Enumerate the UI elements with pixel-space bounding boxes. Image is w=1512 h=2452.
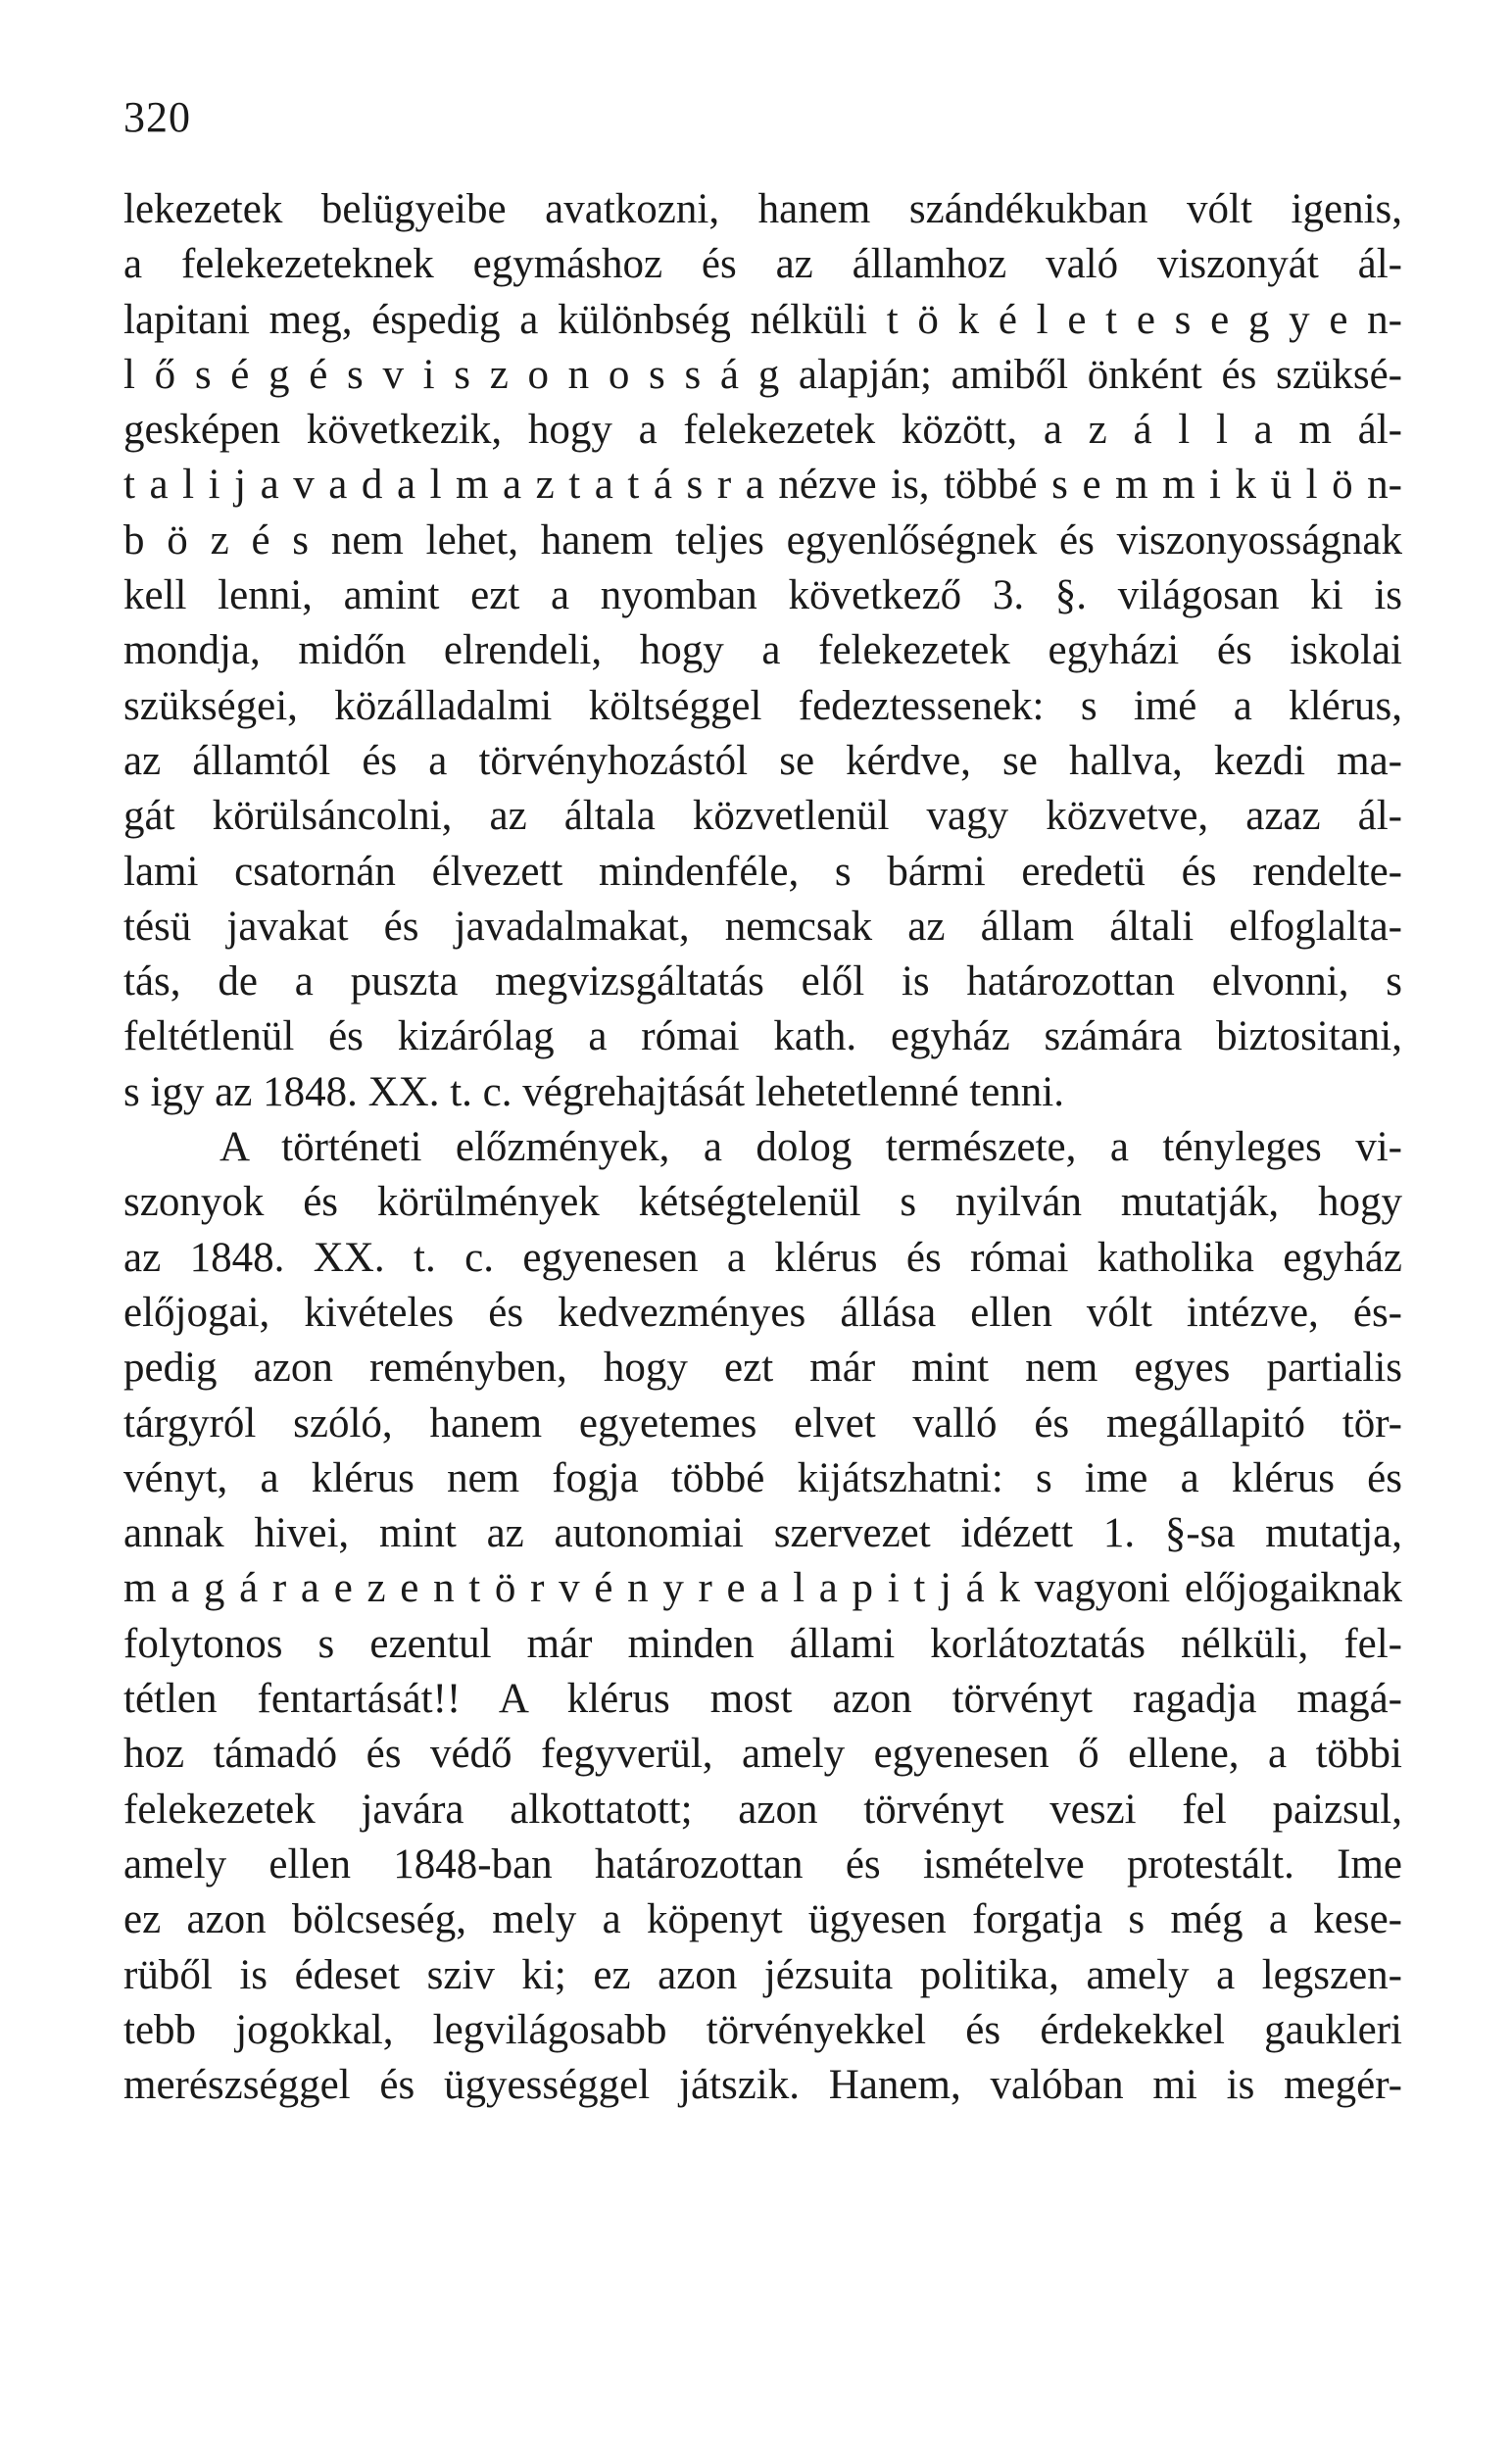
text-line: gesképen következik, hogy a felekezetek között, a z á l l a m ál- (123, 407, 1402, 454)
text-line: felekezetek javára alkottatott; azon törvényt veszi fel paizsul, (123, 1786, 1402, 1833)
text-line: tárgyról szóló, hanem egyetemes elvet valló és megállapitó tör- (123, 1399, 1402, 1447)
text-line: feltétlenül és kizárólag a római kath. egyház számára biztositani, (123, 1013, 1402, 1060)
text-line: t a l i j a v a d a l m a z t a t á s r a nézve is, többé s e m m i k ü l ö n- (123, 462, 1402, 509)
text-line: tétlen fentartását!! A klérus most azon törvényt ragadja magá- (123, 1676, 1402, 1723)
body-text (123, 182, 1402, 2113)
text-line: lapitani meg, éspedig a különbség nélküli t ö k é l e t e s e g y e n- (123, 296, 1402, 343)
text-line: hoz támadó és védő fegyverül, amely egyenesen ő ellene, a többi (123, 1731, 1402, 1778)
text-line: b ö z é s nem lehet, hanem teljes egyenlőségnek és viszonyosságnak (123, 516, 1402, 564)
text-line: szükségei, közálladalmi költséggel fedeztessenek: s imé a klérus, (123, 682, 1402, 729)
text-line: lami csatornán élvezett mindenféle, s bármi eredetü és rendelte- (123, 848, 1402, 895)
text-line: a felekezeteknek egymáshoz és az államhoz való viszonyát ál- (123, 241, 1402, 288)
paragraph-start-line: A történeti előzmények, a dolog természete, a tényleges vi- (219, 1124, 1402, 1171)
text-line: előjogai, kivételes és kedvezményes állása ellen vólt intézve, és- (123, 1289, 1402, 1336)
text-line: gát körülsáncolni, az általa közvetlenül vagy közvetve, azaz ál- (123, 793, 1402, 840)
text-line: m a g á r a e z e n t ö r v é n y r e a l a p i t j á k vagyoni előjogaiknak (123, 1565, 1402, 1612)
text-line: mondja, midőn elrendeli, hogy a felekezetek egyházi és iskolai (123, 627, 1402, 674)
text-line: tésü javakat és javadalmakat, nemcsak az állam általi elfoglalta- (123, 903, 1402, 950)
text-line: tebb jogokkal, legvilágosabb törvényekkel és érdekekkel gaukleri (123, 2006, 1402, 2053)
text-line: szonyok és körülmények kétségtelenül s nyilván mutatják, hogy (123, 1179, 1402, 1226)
text-line: merészséggel és ügyességgel játszik. Hanem, valóban mi is megér- (123, 2062, 1402, 2109)
text-line: folytonos s ezentul már minden állami korlátoztatás nélküli, fel- (123, 1620, 1402, 1667)
text-line: vényt, a klérus nem fogja többé kijátszhatni: s ime a klérus és (123, 1454, 1402, 1501)
text-line: az 1848. XX. t. c. egyenesen a klérus és római katholika egyház (123, 1234, 1402, 1281)
text-line: pedig azon reményben, hogy ezt már mint nem egyes partialis (123, 1345, 1402, 1392)
text-line: tás, de a puszta megvizsgáltatás elől is határozottan elvonni, s (123, 958, 1402, 1005)
text-line: kell lenni, amint ezt a nyomban következő 3. §. világosan ki is (123, 572, 1402, 619)
text-line: rüből is édeset sziv ki; ez azon jézsuita politika, amely a legszen- (123, 1951, 1402, 1998)
text-line: annak hivei, mint az autonomiai szervezet idézett 1. §-sa mutatja, (123, 1510, 1402, 1557)
page-number: 320 (123, 93, 191, 141)
text-line: l ő s é g é s v i s z o n o s s á g alapján; amiből önként és szüksé- (123, 351, 1402, 398)
paragraph-end-line: s igy az 1848. XX. t. c. végrehajtását lehetetlenné tenni. (123, 1068, 1065, 1115)
text-line: amely ellen 1848-ban határozottan és ismételve protestált. Ime (123, 1840, 1402, 1888)
text-line: lekezetek belügyeibe avatkozni, hanem szándékukban vólt igenis, (123, 186, 1402, 232)
text-line: ez azon bölcseség, mely a köpenyt ügyesen forgatja s még a kese- (123, 1896, 1402, 1943)
text-line: az államtól és a törvényhozástól se kérdve, se hallva, kezdi ma- (123, 737, 1402, 784)
